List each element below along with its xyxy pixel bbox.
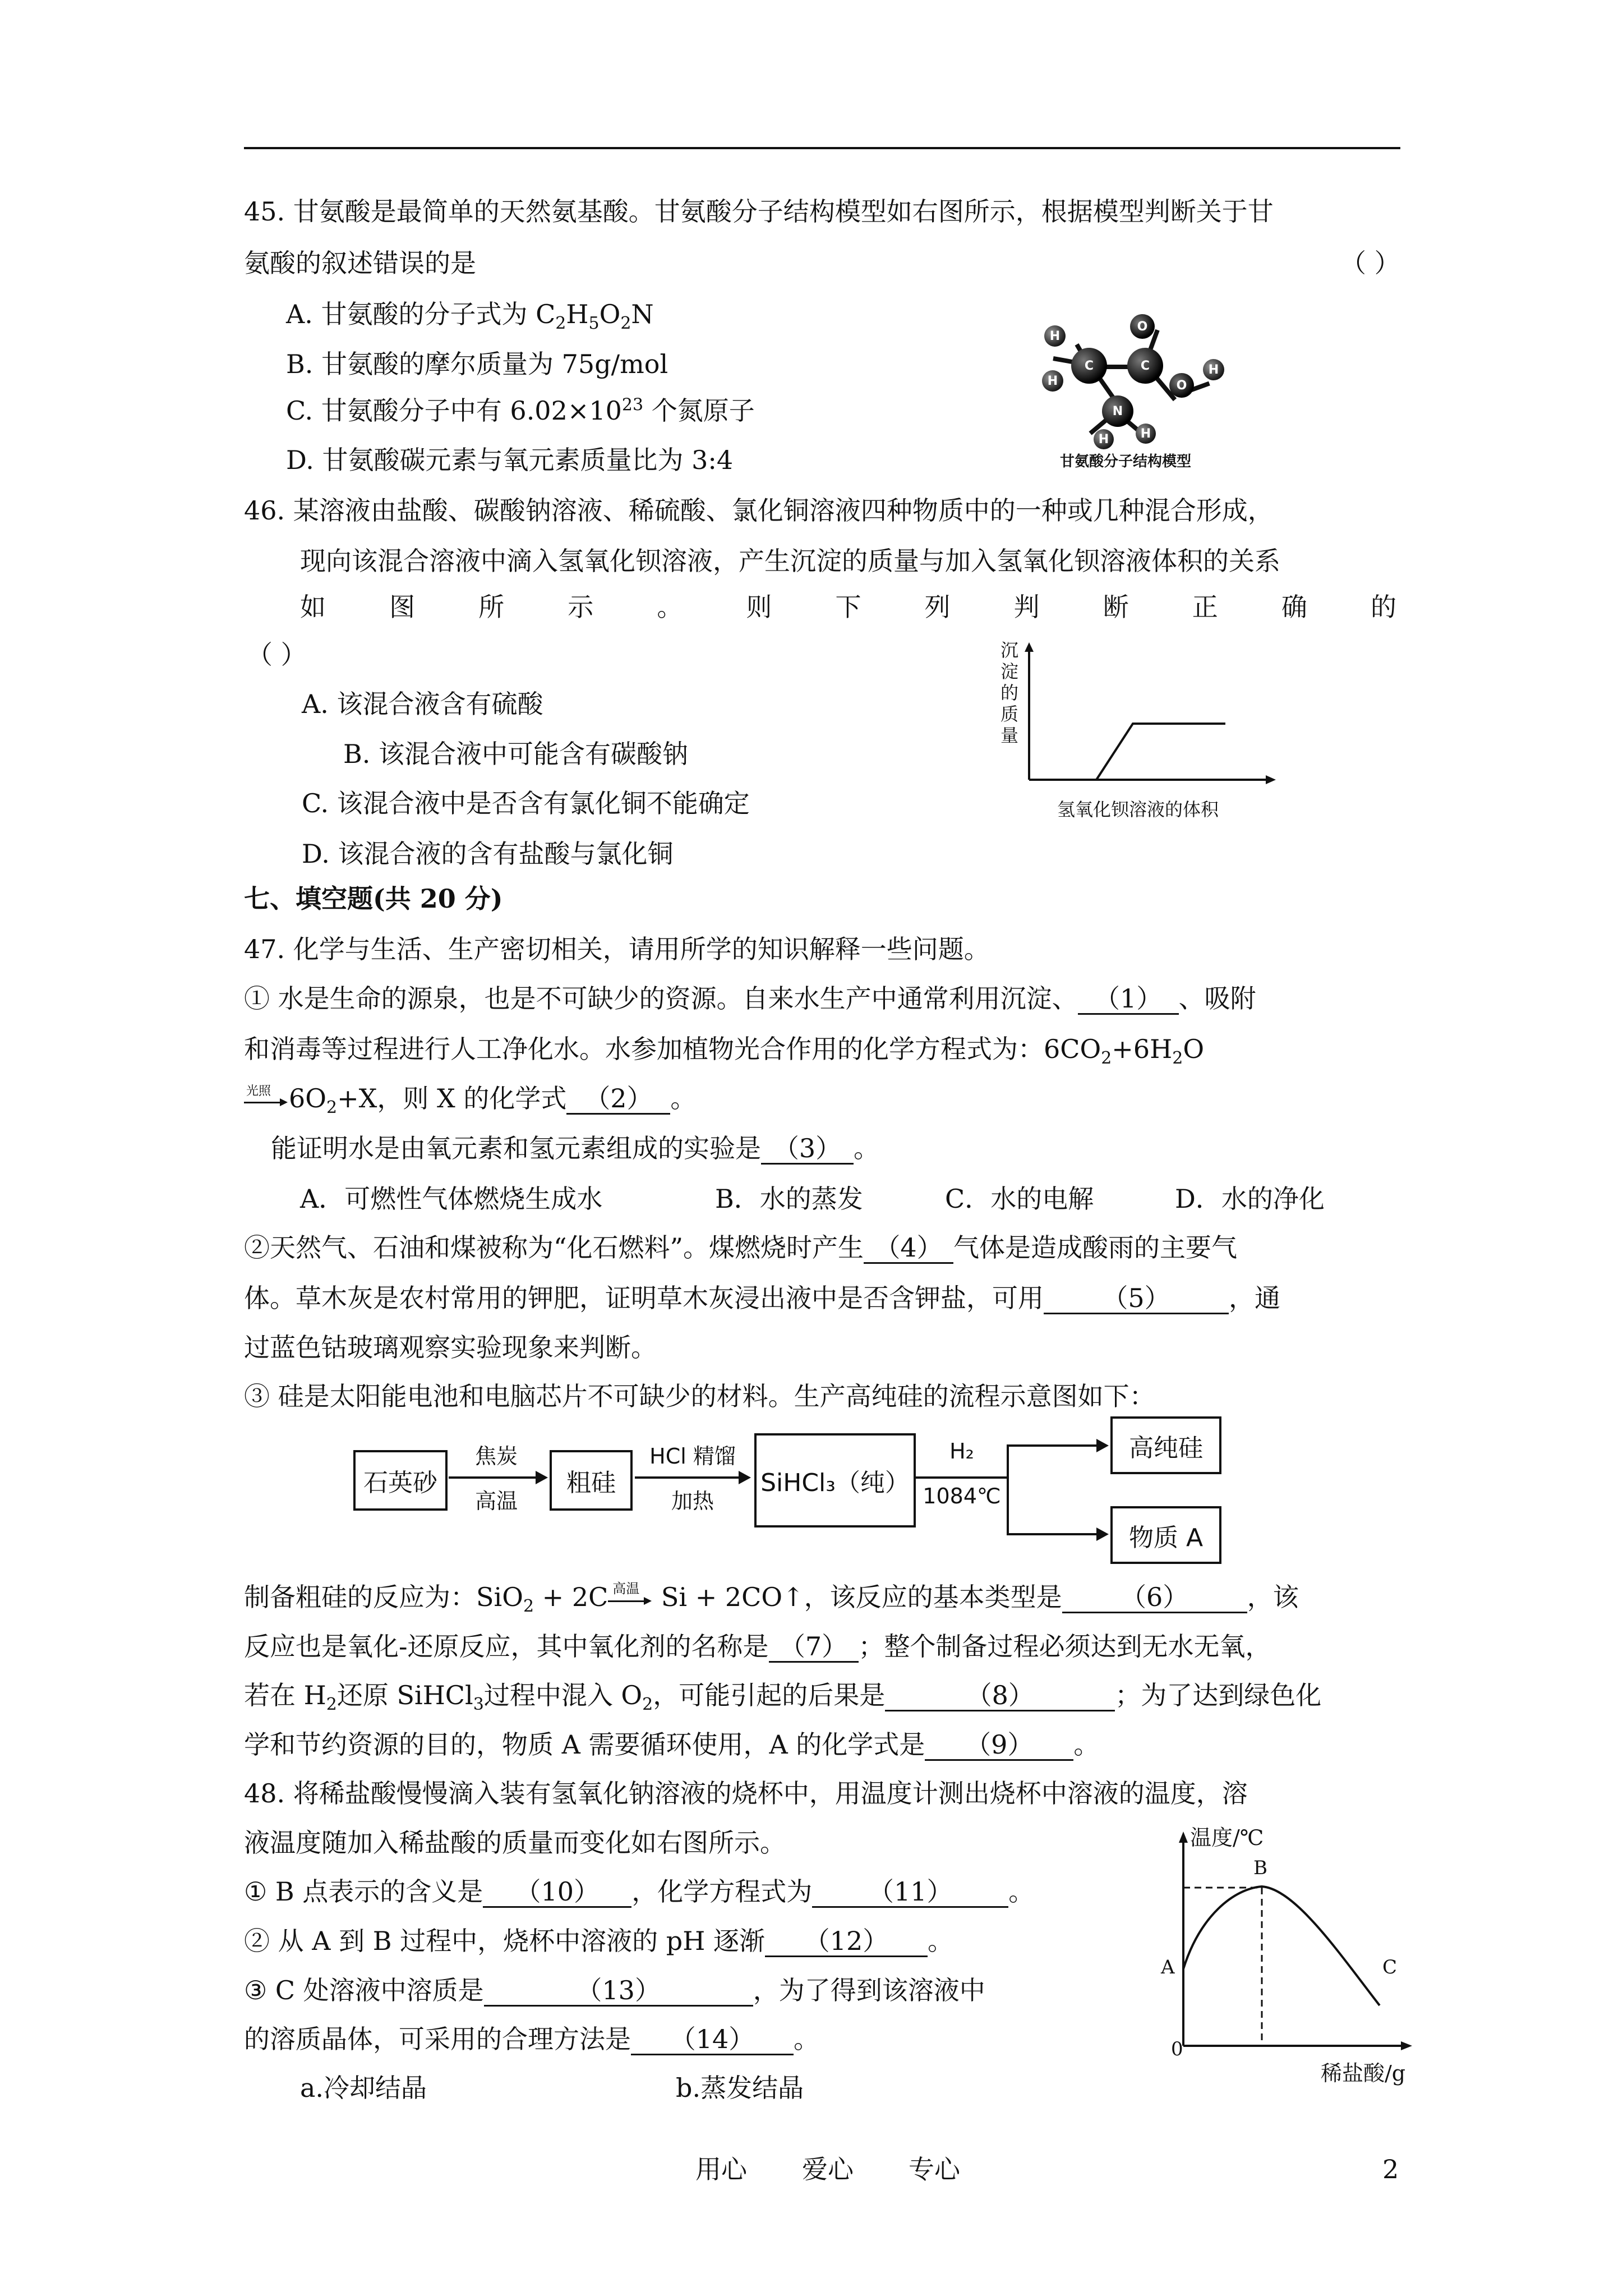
flow-arrow3 xyxy=(914,1476,1007,1479)
q47-para11: 若在 $H_2$还原 SiHCl$_3$过程中混入 $O_2$，可能引起的后果是 （8） ；为了达到绿色化 xyxy=(244,1680,1322,1715)
footer-mid: 爱心 xyxy=(802,2154,854,2184)
choice-a: A．可燃性气体燃烧生成水 xyxy=(300,1184,603,1214)
flow-box-sihcl3: SiHCl₃（纯） xyxy=(754,1433,916,1527)
flow-box-crude-si: 粗硅 xyxy=(550,1450,633,1511)
temperature-plot xyxy=(1155,1826,1419,2090)
flow-arrowhead xyxy=(536,1471,548,1484)
q48-option-b: b.蒸发结晶 xyxy=(676,2073,804,2103)
light-arrow: 光照 xyxy=(244,1089,289,1112)
q48-line3: ① B 点表示的含义是 （10） ，化学方程式为 （11） 。 xyxy=(244,1876,1035,1907)
flow-box-quartz: 石英砂 xyxy=(353,1450,448,1511)
q48-option-a: a.冷却结晶 xyxy=(300,2073,427,2103)
q46-line3: 如 图 所 示 。 则 下 列 判 断 正 确 的 xyxy=(300,592,1396,622)
atom-h: H xyxy=(1044,325,1066,347)
q47-para4: 能证明水是由氧元素和氢元素组成的实验是 （3） 。 xyxy=(271,1133,879,1163)
flow-arrow2-top: HCl 精馏 xyxy=(649,1444,736,1469)
flow-arrowhead xyxy=(1096,1527,1109,1541)
blank-14[interactable]: （14） xyxy=(631,2024,794,2055)
origin-label: 0 xyxy=(1171,2038,1183,2060)
precipitate-line xyxy=(1096,724,1225,780)
graph-x-label: 氢氧化钡溶液的体积 xyxy=(1057,799,1219,820)
q46-option-a: A. 该混合液含有硫酸 xyxy=(302,689,543,719)
q45-option-d: D. 甘氨酸碳元素与氧元素质量比为 3:4 xyxy=(286,445,734,475)
q47-para6: 体。草木灰是农村常用的钾肥，证明草木灰浸出液中是否含钾盐，可用 （5） ，通 xyxy=(244,1283,1280,1313)
footer-right: 专心 xyxy=(909,2154,960,2184)
q47-intro: 47. 化学与生活、生产密切相关，请用所学的知识解释一些问题。 xyxy=(244,934,990,964)
flow-box-pure-si: 高纯硅 xyxy=(1110,1416,1221,1474)
q47-para10: 反应也是氧化-还原反应，其中氧化剂的名称是 （7） ；整个制备过程必须达到无水无氧， xyxy=(244,1631,1271,1662)
header-rule xyxy=(244,147,1400,149)
point-c-label: C xyxy=(1382,1956,1398,1978)
choice-b: B．水的蒸发 xyxy=(715,1184,863,1214)
section-title: 七、填空题(共 20 分) xyxy=(244,884,503,914)
atom-h: H xyxy=(1136,424,1156,444)
choice-d: D．水的净化 xyxy=(1175,1184,1325,1214)
q47-para1: ① 水是生命的源泉，也是不可缺少的资源。自来水生产中通常利用沉淀、 （1） 、吸附 xyxy=(244,983,1256,1014)
temperature-graph xyxy=(1155,1826,1419,2090)
graph-y-label: 温度/℃ xyxy=(1190,1825,1264,1850)
q47-para9: 制备粗硅的反应为：SiO$_2$ + 2C 高温 Si + 2CO↑，该反应的基本类型是 （6） ，该 xyxy=(244,1581,1299,1617)
q47-para3: 光照 $6O_2+X$，则 X 的化学式 （2） 。 xyxy=(244,1080,696,1116)
q46-option-b: B. 该混合液中可能含有碳酸钠 xyxy=(343,739,689,769)
q46-option-d: D. 该混合液的含有盐酸与氯化铜 xyxy=(302,839,674,869)
flow-branch-top xyxy=(1007,1444,1099,1447)
flow-arrowhead xyxy=(1096,1439,1109,1452)
glycine-model xyxy=(1032,303,1267,471)
q46-paren: （ ） xyxy=(247,639,307,670)
flow-arrow1-bot: 高温 xyxy=(474,1489,518,1513)
graph-x-label: 稀盐酸/g xyxy=(1321,2061,1406,2086)
q45-line1: 45. 甘氨酸是最简单的天然氨基酸。甘氨酸分子结构模型如右图所示，根据模型判断关于甘 xyxy=(244,196,1274,227)
blank-6[interactable]: （6） xyxy=(1062,1582,1247,1613)
blank-3[interactable]: （3） xyxy=(761,1134,854,1165)
flow-arrow2-bot: 加热 xyxy=(671,1489,714,1513)
temperature-curve xyxy=(1183,1887,1380,2005)
atom-c: C xyxy=(1071,348,1107,384)
q45-paren: （ ） xyxy=(1340,248,1400,278)
choice-c: C．水的电解 xyxy=(945,1184,1094,1214)
q45-option-c: C. 甘氨酸分子中有 $6.02\times 10^{23}$ 个氮原子 xyxy=(286,395,755,426)
q47-para7: 过蓝色钴玻璃观察实验现象来判断。 xyxy=(244,1332,657,1363)
blank-11[interactable]: （11） xyxy=(812,1877,1008,1908)
q47-para12: 学和节约资源的目的，物质 A 需要循环使用，A 的化学式是 （9） 。 xyxy=(244,1729,1100,1760)
blank-10[interactable]: （10） xyxy=(483,1877,631,1908)
q46-line2: 现向该混合溶液中滴入氢氧化钡溶液，产生沉淀的质量与加入氢氧化钡溶液体积的关系 xyxy=(300,546,1280,576)
point-a-label: A xyxy=(1161,1956,1175,1978)
point-b-label: B xyxy=(1253,1857,1267,1879)
flow-arrow3-bot: 1084℃ xyxy=(923,1484,1001,1508)
graph-plot xyxy=(995,639,1287,785)
q47-para8: ③ 硅是太阳能电池和电脑芯片不可缺少的材料。生产高纯硅的流程示意图如下： xyxy=(244,1381,1155,1411)
atom-o: O xyxy=(1169,373,1194,398)
atom-n: N xyxy=(1102,395,1133,427)
atom-o: O xyxy=(1130,314,1155,339)
silicon-flowchart xyxy=(348,1428,1245,1562)
flow-branch-bottom xyxy=(1007,1533,1099,1535)
atom-c: C xyxy=(1127,348,1163,384)
blank-13[interactable]: （13） xyxy=(484,1976,753,2007)
precipitate-graph xyxy=(995,639,1287,825)
q48-line4: ② 从 A 到 B 过程中，烧杯中溶液的 pH 逐渐 （12） 。 xyxy=(244,1926,953,1956)
q46-line1: 46. 某溶液由盐酸、碳酸钠溶液、稀硫酸、氯化铜溶液四种物质中的一种或几种混合形成， xyxy=(244,495,1274,526)
blank-5[interactable]: （5） xyxy=(1044,1283,1229,1314)
footer-left: 用心 xyxy=(695,2154,747,2184)
page-number: 2 xyxy=(1382,2154,1399,2184)
flow-arrow2 xyxy=(635,1476,741,1479)
flow-branch xyxy=(1007,1444,1009,1534)
q45-option-a: A. 甘氨酸的分子式为 $C_2H_5O_2N$ xyxy=(286,299,654,334)
q48-line5: ③ C 处溶液中溶质是 （13） ，为了得到该溶液中 xyxy=(244,1975,985,2005)
blank-2[interactable]: （2） xyxy=(566,1084,670,1115)
flow-arrow1-top: 焦炭 xyxy=(474,1444,518,1469)
q45-option-b: B. 甘氨酸的摩尔质量为 75g/mol xyxy=(286,349,668,379)
q48-line1: 48. 将稀盐酸慢慢滴入装有氢氧化钠溶液的烧杯中，用温度计测出烧杯中溶液的温度，溶 xyxy=(244,1778,1248,1809)
blank-12[interactable]: （12） xyxy=(765,1926,928,1957)
flow-arrow1 xyxy=(449,1476,538,1479)
atom-h: H xyxy=(1094,429,1114,449)
flow-arrow3-top: H₂ xyxy=(949,1439,974,1464)
graph-y-label: 沉 淀 的 质 量 xyxy=(1000,639,1018,746)
q48-line2: 液温度随加入稀盐酸的质量而变化如右图所示。 xyxy=(244,1828,786,1858)
blank-4[interactable]: （4） xyxy=(864,1233,953,1264)
q48-line6: 的溶质晶体，可采用的合理方法是 （14） 。 xyxy=(244,2024,819,2054)
high-temp-arrow: 高温 xyxy=(608,1588,653,1611)
flow-box-substance-a: 物质 A xyxy=(1110,1506,1221,1564)
flow-arrowhead xyxy=(739,1471,751,1484)
blank-1[interactable]: （1） xyxy=(1078,984,1179,1015)
q47-para5: ②天然气、石油和煤被称为“化石燃料”。煤燃烧时产生 （4） 气体是造成酸雨的主要气 xyxy=(244,1232,1238,1263)
q46-option-c: C. 该混合液中是否含有氯化铜不能确定 xyxy=(302,788,750,818)
model-caption: 甘氨酸分子结构模型 xyxy=(1060,453,1192,470)
q47-para2: 和消毒等过程进行人工净化水。水参加植物光合作用的化学方程式为：$6CO_2+6H_2O$ xyxy=(244,1034,1205,1069)
atom-h: H xyxy=(1203,359,1224,380)
blank-7[interactable]: （7） xyxy=(769,1632,859,1663)
blank-8[interactable]: （8） xyxy=(885,1681,1115,1711)
blank-9[interactable]: （9） xyxy=(925,1730,1073,1761)
atom-h: H xyxy=(1042,370,1063,392)
q45-line2: 氨酸的叙述错误的是 xyxy=(244,248,476,278)
